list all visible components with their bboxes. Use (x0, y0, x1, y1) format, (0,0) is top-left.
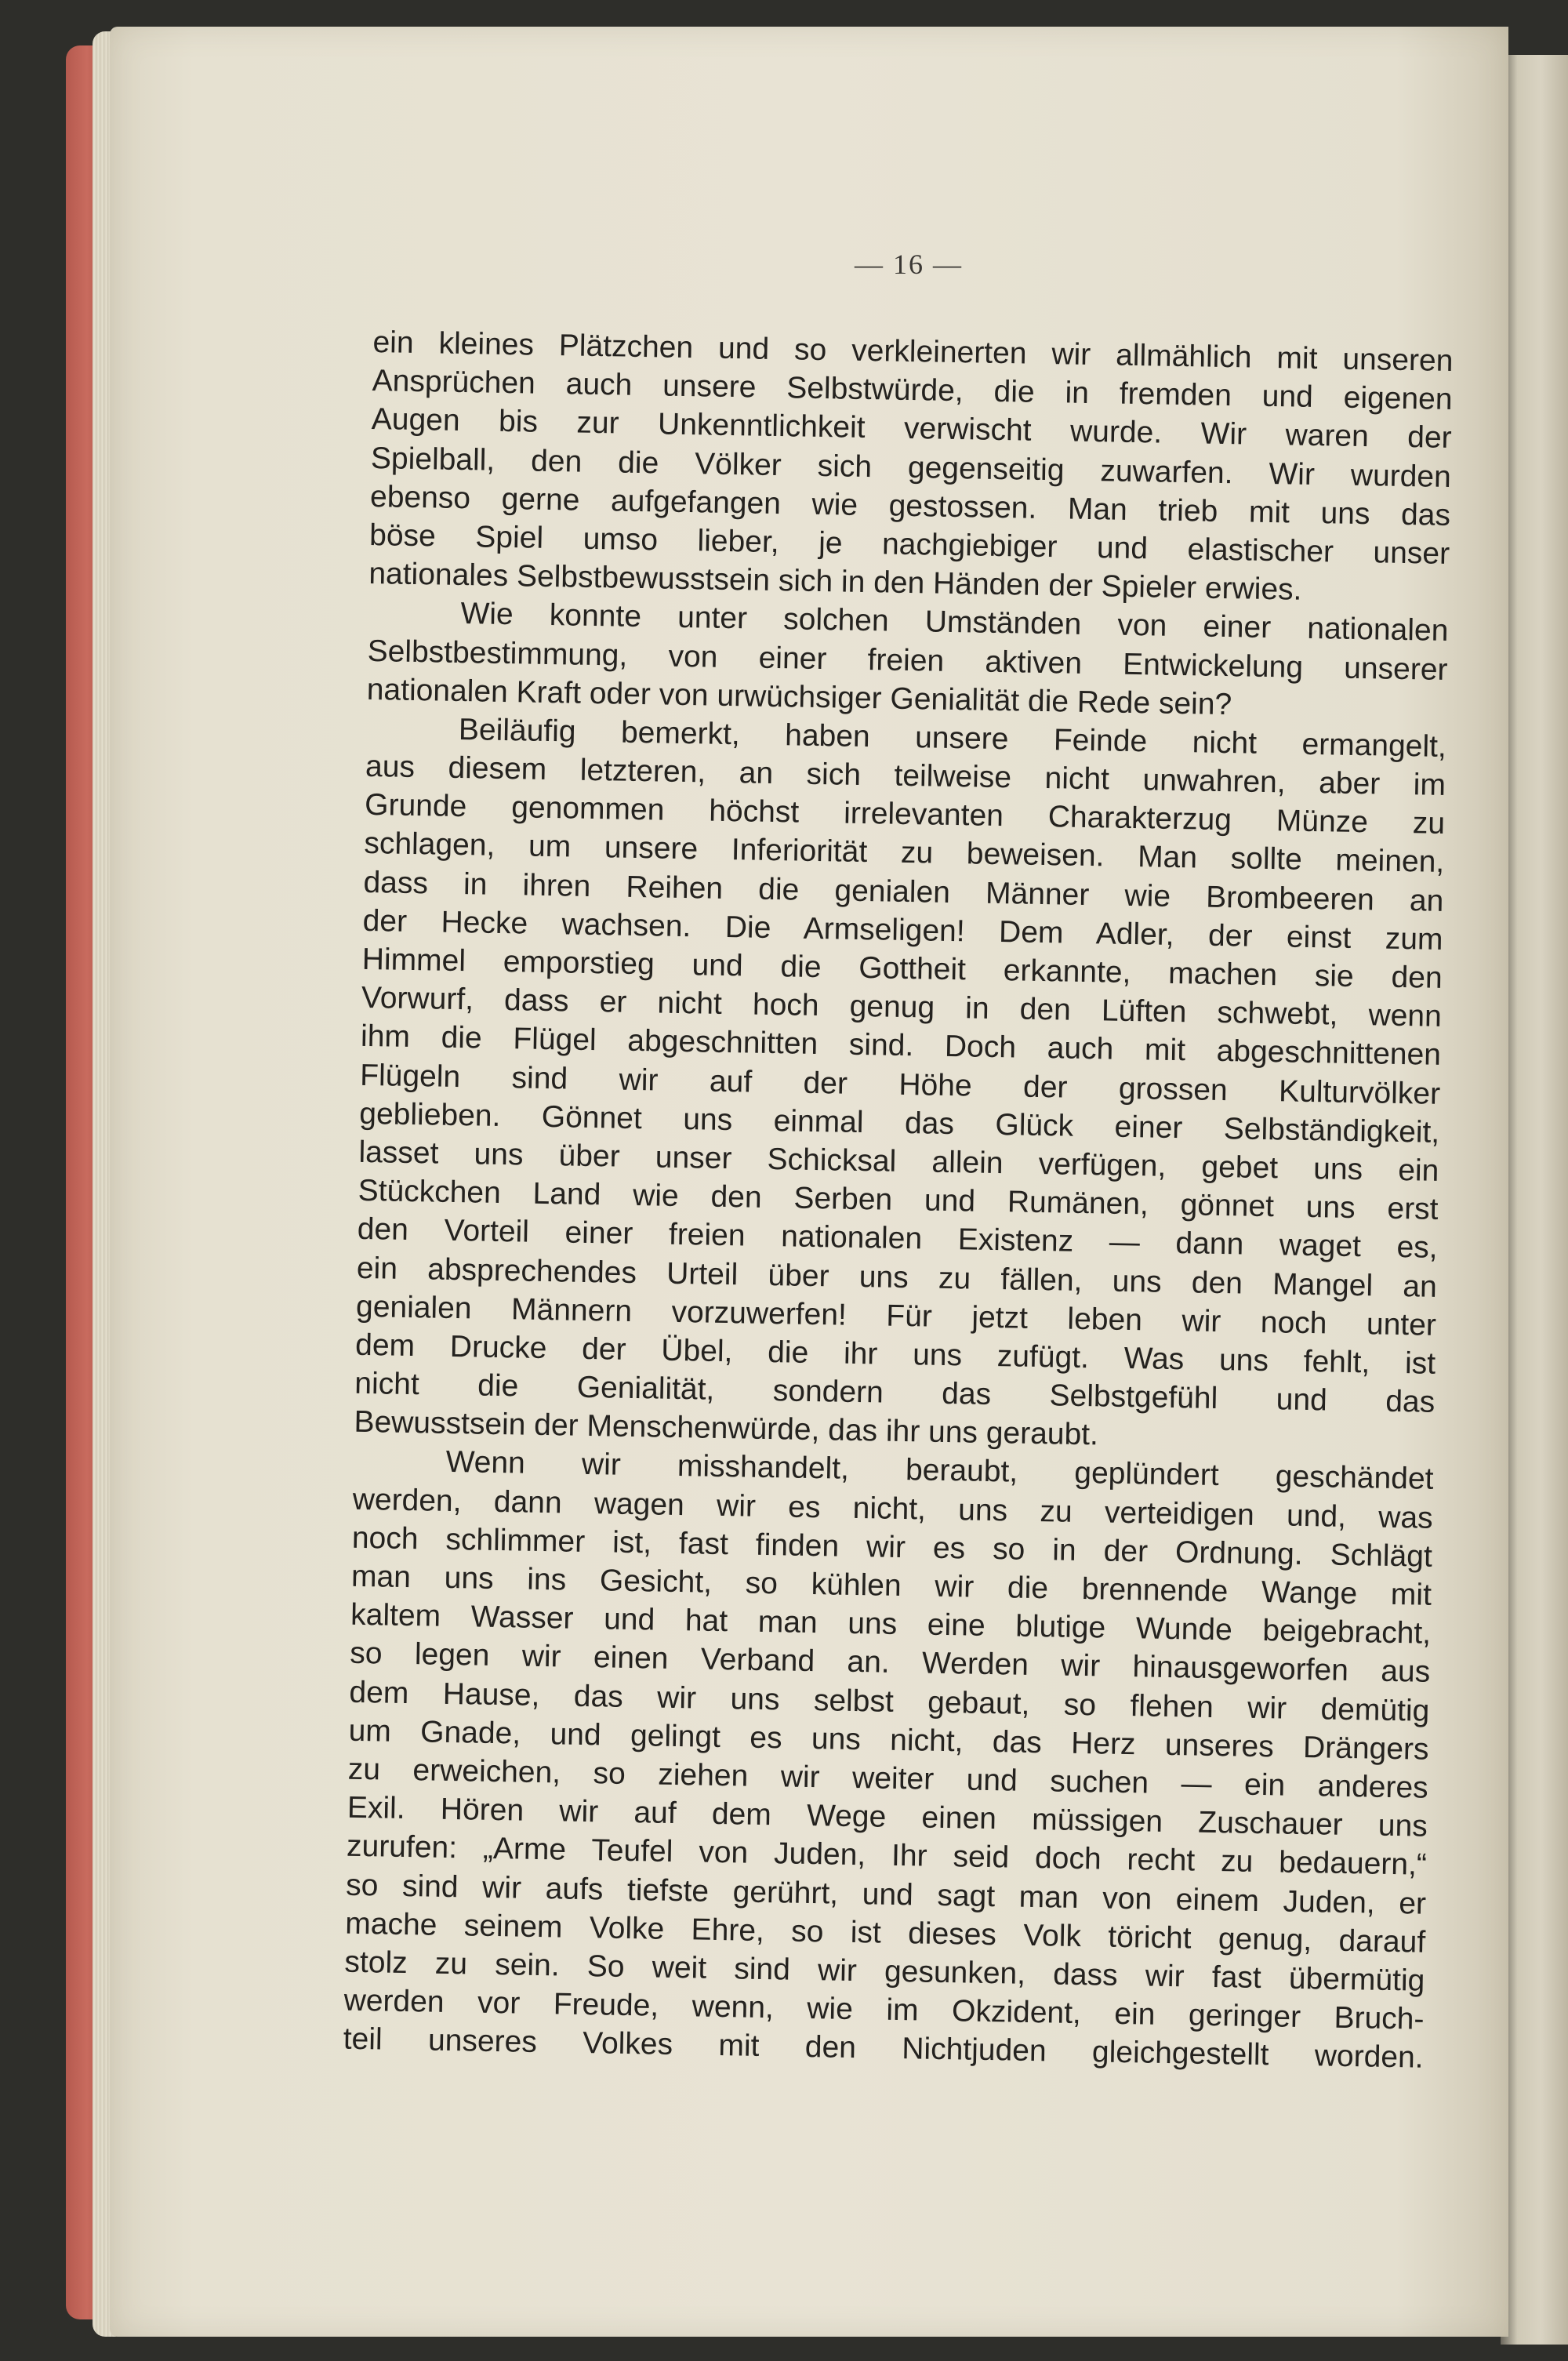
paragraph-start-line: Wenn wir misshandelt, beraubt, geplündert geschändet (445, 1445, 1434, 1497)
text-line: Spielball, den die Völker sich gegenseitig zuwarfen. Wir wurden (370, 441, 1452, 494)
text-line: genialen Männern vorzuwerfen! Für jetzt leben wir noch unter (355, 1289, 1437, 1342)
text-line: aus diesem letzteren, an sich teilweise nicht unwahren, aber im (365, 749, 1446, 803)
text-line: Augen bis zur Unkenntlichkeit verwischt wurde. Wir waren der (371, 402, 1453, 456)
text-line: ebenso gerne aufgefangen wie gestossen. Man trieb mit uns das (369, 479, 1451, 532)
body-text (343, 323, 1453, 2077)
text-line: um Gnade, und gelingt es uns nicht, das Herz unseres Drängers (348, 1713, 1429, 1767)
text-line: kaltem Wasser und hat man uns eine blutige Wunde beigebracht, (350, 1597, 1432, 1651)
text-line: ein kleines Plätzchen und so verkleinerten wir allmählich mit unseren (372, 325, 1454, 379)
text-line: ihm die Flügel abgeschnitten sind. Doch auch mit abgeschnittenen (360, 1019, 1442, 1073)
text-line: geblieben. Gönnet uns einmal das Glück einer Selbständigkeit, (359, 1096, 1440, 1150)
text-line: Flügeln sind wir auf der Höhe der grossen Kulturvölker (359, 1058, 1441, 1111)
text-line: ein absprechendes Urteil über uns zu fällen, uns den Mangel an (356, 1251, 1438, 1304)
text-line: schlagen, um unsere Inferiorität zu beweisen. Man sollte meinen, (364, 826, 1445, 880)
text-line: nicht die Genialität, sondern das Selbstgefühl und das (354, 1366, 1436, 1419)
text-line: noch schlimmer ist, fast finden wir es so in der Ordnung. Schlägt (351, 1520, 1433, 1574)
text-line: so sind wir aufs tiefste gerührt, und sagt man von einem Juden, er (345, 1868, 1427, 1921)
text-line: der Hecke wachsen. Die Armseligen! Dem Adler, der einst zum (362, 903, 1443, 957)
text-line: dem Drucke der Übel, die ihr uns zufügt. Was uns fehlt, ist (354, 1328, 1436, 1381)
text-line: dem Hause, das wir uns selbst gebaut, so flehen wir demütig (349, 1675, 1430, 1728)
text-line: böse Spiel umso lieber, je nachgiebiger und elastischer unser (368, 518, 1450, 571)
text-line: nationalen Kraft oder von urwüchsiger Genialität die Rede sein? (366, 672, 1232, 721)
text-line: teil unseres Volkes mit den Nichtjuden gleichgestellt worden. (343, 2021, 1424, 2075)
text-line: nationales Selbstbewusstsein sich in den Händen der Spieler erwies. (368, 557, 1302, 607)
text-line: mache seinem Volke Ehre, so ist dieses Volk töricht genug, darauf (345, 1906, 1426, 1960)
text-line: stolz zu sein. So weit sind wir gesunken, dass wir fast übermütig (344, 1945, 1425, 1998)
text-line: werden vor Freude, wenn, wie im Okzident, ein geringer Bruch- (343, 1983, 1425, 2036)
text-line: werden, dann wagen wir es nicht, uns zu verteidigen und, was (352, 1482, 1433, 1535)
text-line: so legen wir einen Verband an. Werden wir hinausgeworfen aus (350, 1636, 1431, 1690)
text-line: Ansprüchen auch unsere Selbstwürde, die in fremden und eigenen (372, 364, 1453, 417)
paragraph-start-line: Wie konnte unter solchen Umständen von einer nationalen (460, 597, 1449, 648)
text-line: lasset uns über unser Schicksal allein verfügen, gebet uns ein (358, 1135, 1439, 1188)
text-line: man uns ins Gesicht, so kühlen wir die brennende Wange mit (350, 1559, 1432, 1612)
text-line: Bewusstsein der Menschenwürde, das ihr uns geraubt. (354, 1405, 1099, 1452)
text-line: den Vorteil einer freien nationalen Existenz — dann waget es, (357, 1212, 1438, 1266)
text-line: Himmel emporstieg und die Gottheit erkannte, machen sie den (361, 942, 1443, 995)
text-line: Vorwurf, dass er nicht hoch genug in den Lüften schwebt, wenn (361, 981, 1443, 1034)
text-line: Selbstbestimmung, von einer freien aktiven Entwickelung unserer (367, 634, 1448, 687)
text-line: zu erweichen, so ziehen wir weiter und suchen — ein anderes (347, 1752, 1428, 1805)
text-line: Stückchen Land wie den Serben und Rumänen, gönnet uns erst (358, 1173, 1439, 1227)
right-page-edge (1501, 55, 1568, 2345)
text-line: dass in ihren Reihen die genialen Männer wie Brombeeren an (363, 865, 1444, 918)
text-line: Grunde genommen höchst irrelevanten Charakterzug Münze zu (364, 788, 1446, 841)
text-line: Exil. Hören wir auf dem Wege einen müssigen Zuschauer uns (347, 1790, 1428, 1843)
page-number: — 16 — (855, 249, 963, 280)
text-line: zurufen: „Arme Teufel von Juden, Ihr seid doch recht zu bedauern,“ (346, 1829, 1428, 1883)
paragraph-start-line: Beiläufig bemerkt, haben unsere Feinde nicht ermangelt, (458, 712, 1447, 764)
